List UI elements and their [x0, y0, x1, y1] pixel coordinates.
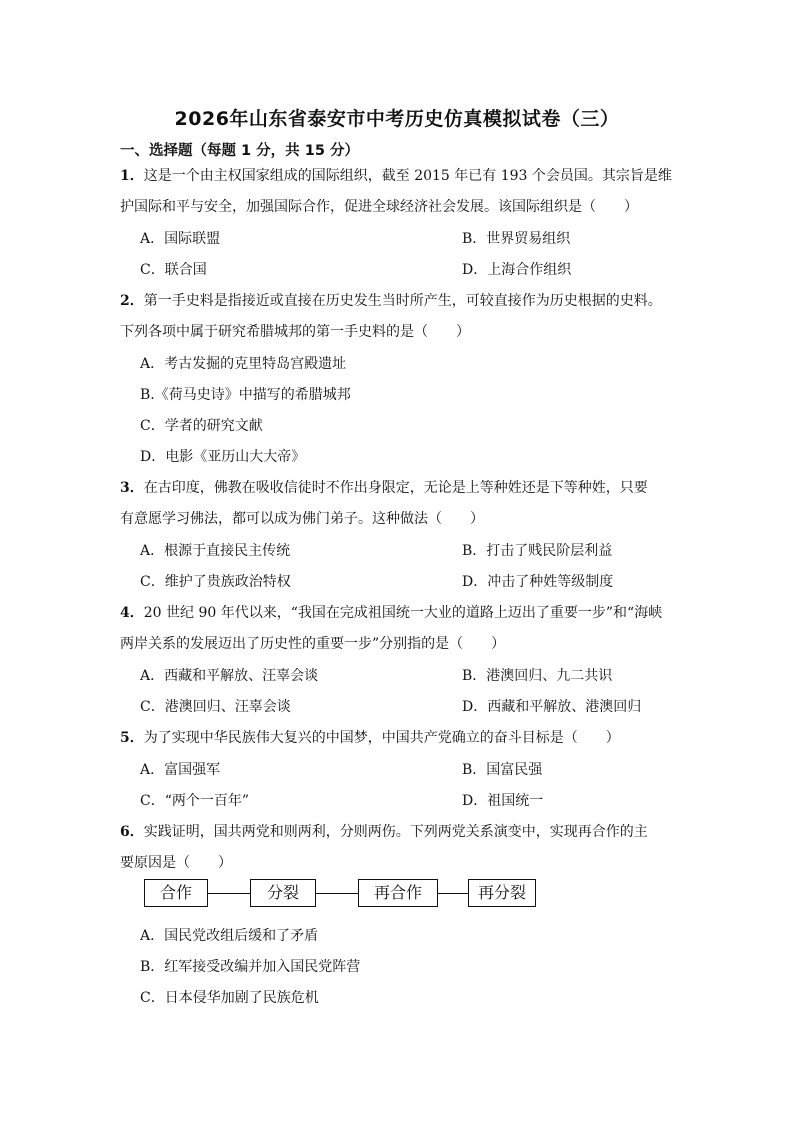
q4-option-a: A．西藏和平解放、汪辜会谈: [140, 668, 319, 684]
question-number: 5．: [120, 730, 144, 746]
relationship-flow-diagram: [140, 879, 540, 911]
q2-option-d: D．电影《亚历山大大帝》: [140, 449, 306, 465]
question-3-line-1: [120, 477, 648, 497]
question-6-line-2: 要原因是（ ）: [120, 855, 232, 871]
q3-option-b: B．打击了贱民阶层利益: [462, 543, 613, 559]
question-number: 4．: [120, 605, 144, 621]
question-number: 3．: [120, 480, 144, 496]
q4-option-b: B．港澳回归、九二共识: [462, 668, 613, 684]
q2-option-c: C．学者的研究文献: [140, 418, 263, 434]
q4-option-d: D．西藏和平解放、港澳回归: [462, 699, 642, 715]
question-4-line-1: [120, 602, 662, 622]
q3-option-d: D．冲击了种姓等级制度: [462, 574, 614, 590]
question-1-line-1: [120, 165, 672, 185]
q1-option-b: B．世界贸易组织: [462, 231, 571, 247]
question-number: 2．: [120, 293, 144, 309]
q4-option-c: C．港澳回归、汪辜会谈: [140, 699, 291, 715]
q1-option-a: A．国际联盟: [140, 231, 221, 247]
question-text: 在古印度，佛教在吸收信徒时不作出身限定，无论是上等种姓还是下等种姓，只要: [143, 480, 648, 496]
question-text: 实践证明，国共两党和则两利，分则两伤。下列两党关系演变中，实现再合作的主: [143, 824, 648, 840]
section-heading: 一、选择题（每题 1 分，共 15 分）: [120, 143, 359, 159]
flow-box-re-cooperation: 再合作: [358, 879, 438, 907]
question-text: 这是一个由主权国家组成的国际组织，截至 2015 年已有 193 个会员国。其宗旨是维: [143, 168, 672, 184]
page-title: 2026年山东省泰安市中考历史仿真模拟试卷（三）: [174, 108, 620, 130]
q3-option-c: C．维护了贵族政治特权: [140, 574, 291, 590]
q1-option-c: C．联合国: [140, 262, 207, 278]
question-text: 第一手史料是指接近或直接在历史发生当时所产生，可较直接作为历史根据的史料。: [143, 293, 662, 309]
flow-connector: [316, 893, 358, 894]
question-6-line-1: [120, 821, 648, 841]
q6-option-a: A．国民党改组后缓和了矛盾: [140, 928, 319, 944]
question-2-line-1: [120, 290, 662, 310]
q5-option-b: B．国富民强: [462, 762, 543, 778]
flow-box-cooperation: 合作: [144, 879, 208, 907]
q6-option-b: B．红军接受改编并加入国民党阵营: [140, 959, 361, 975]
q5-option-a: A．富国强军: [140, 762, 221, 778]
question-3-line-2: 有意愿学习佛法，都可以成为佛门弟子。这种做法（ ）: [120, 511, 484, 527]
question-4-line-2: 两岸关系的发展迈出了历史性的重要一步”分别指的是（ ）: [120, 636, 506, 652]
question-1-line-2: 护国际和平与安全，加强国际合作，促进全球经济社会发展。该国际组织是（ ）: [120, 199, 638, 215]
q2-option-b: B.《荷马史诗》中描写的希腊城邦: [140, 387, 351, 403]
question-2-line-2: 下列各项中属于研究希腊城邦的第一手史料的是（ ）: [120, 324, 470, 340]
flow-box-split: 分裂: [250, 879, 316, 907]
question-text: 为了实现中华民族伟大复兴的中国梦，中国共产党确立的奋斗目标是（ ）: [143, 730, 620, 746]
question-number: 1．: [120, 168, 144, 184]
q5-option-d: D．祖国统一: [462, 793, 544, 809]
q6-option-c: C．日本侵华加剧了民族危机: [140, 990, 319, 1006]
q1-option-d: D．上海合作组织: [462, 262, 572, 278]
question-text: 20 世纪 90 年代以来，“我国在完成祖国统一大业的道路上迈出了重要一步”和“海峡: [143, 605, 663, 621]
flow-connector: [438, 893, 468, 894]
flow-box-re-split: 再分裂: [468, 879, 536, 907]
q2-option-a: A．考古发掘的克里特岛宫殿遗址: [140, 356, 347, 372]
q3-option-a: A．根源于直接民主传统: [140, 543, 291, 559]
q5-option-c: C．“两个一百年”: [140, 793, 250, 809]
flow-connector: [208, 893, 250, 894]
question-5-line-1: [120, 727, 620, 747]
question-number: 6．: [120, 824, 144, 840]
